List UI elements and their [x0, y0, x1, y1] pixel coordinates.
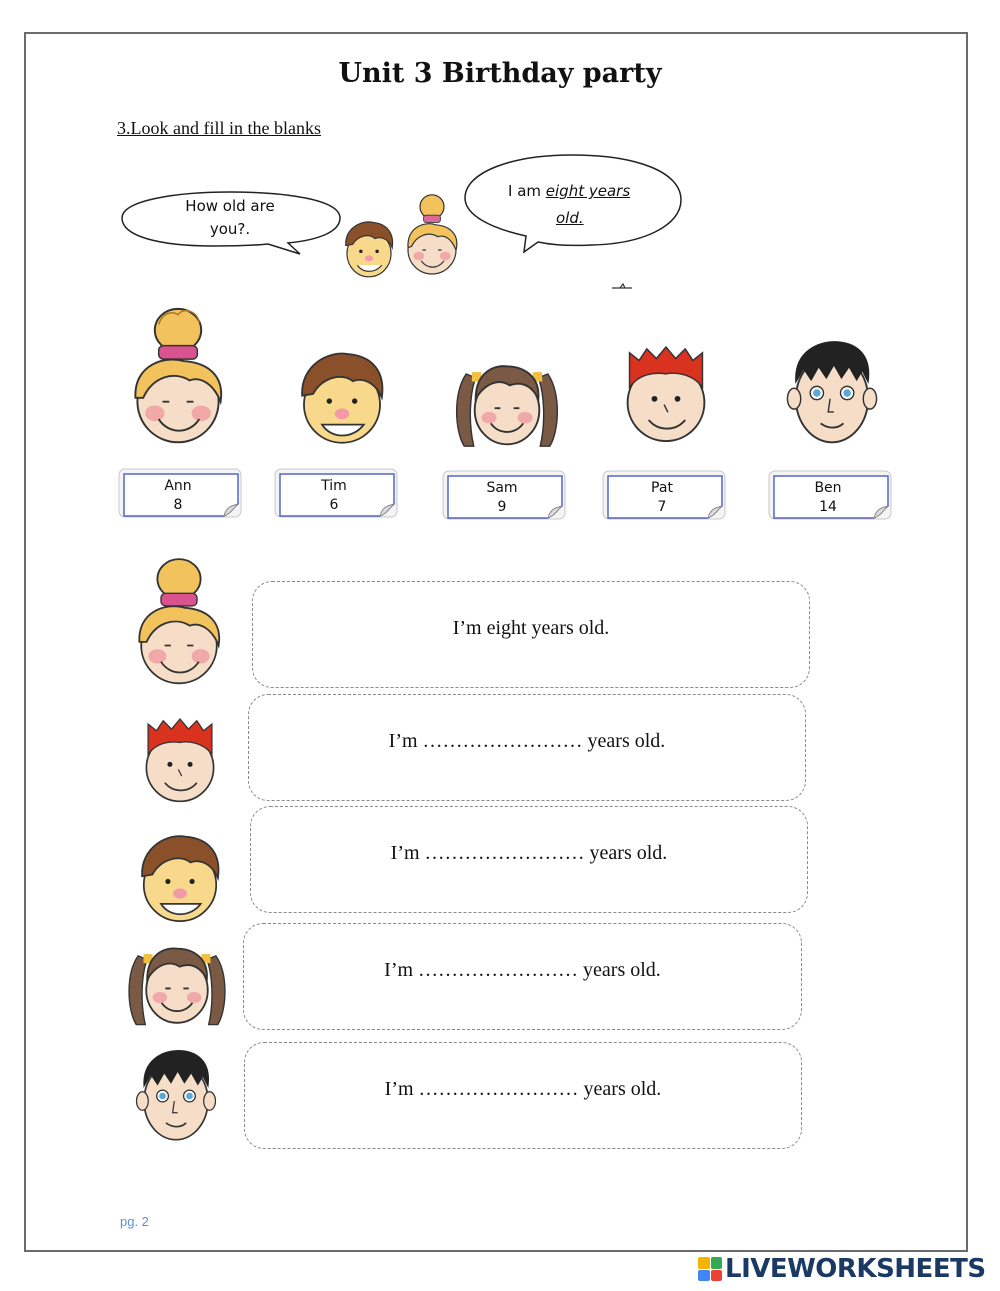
card-text — [602, 479, 722, 517]
answer-line-2: old. — [556, 209, 584, 227]
liveworksheets-brand — [698, 1254, 986, 1284]
answer-text-1: I’m eight years old. — [452, 617, 610, 639]
card-name: Sam — [486, 480, 518, 496]
answer-bubble-text — [508, 180, 648, 230]
card-age: 8 — [173, 497, 183, 513]
row-1-ann-face — [134, 548, 224, 698]
sam-face — [444, 355, 570, 450]
card-text — [274, 477, 394, 515]
question-line-1: How old are — [185, 197, 275, 215]
answer-box-1 — [252, 581, 810, 688]
row-3-tim-face — [134, 828, 226, 928]
card-name: Ann — [164, 478, 192, 494]
decorative-mark — [610, 283, 634, 291]
page-number: pg. 2 — [120, 1214, 149, 1229]
page-title: Unit 3 Birthday party — [338, 58, 662, 89]
card-age: 9 — [497, 499, 507, 515]
name-card-ann — [118, 468, 244, 516]
answer-box-3[interactable] — [250, 806, 808, 913]
card-name: Tim — [321, 478, 347, 494]
card-text — [442, 479, 562, 517]
instruction-text: 3.Look and fill in the blanks — [117, 118, 321, 138]
card-age: 14 — [819, 499, 837, 515]
tim-face — [292, 345, 392, 450]
card-age: 6 — [329, 497, 339, 513]
answer-text-5[interactable]: I’m …………………… years old. — [384, 1078, 662, 1100]
answer-text-4[interactable]: I’m …………………… years old. — [384, 959, 661, 981]
answer-line-1: eight years — [545, 182, 631, 200]
name-card-pat — [602, 470, 728, 518]
question-bubble-text — [150, 195, 310, 241]
answer-box-4[interactable] — [243, 923, 802, 1030]
answer-prefix: I am — [508, 182, 541, 200]
small-boy-face — [340, 215, 398, 283]
question-line-2: you?. — [209, 220, 251, 238]
answer-box-2[interactable] — [248, 694, 806, 801]
liveworksheets-logo-icon — [698, 1257, 722, 1281]
ben-face — [784, 338, 880, 448]
pat-face — [618, 345, 714, 445]
card-name: Ben — [814, 480, 842, 496]
small-girl-face — [402, 190, 462, 280]
answer-text-2[interactable]: I’m …………………… years old. — [388, 730, 666, 752]
row-2-pat-face — [138, 712, 222, 810]
card-text — [768, 479, 888, 517]
card-text — [118, 477, 238, 515]
brand-name: LIVEWORKSHEETS — [725, 1254, 986, 1284]
name-card-ben — [768, 470, 894, 518]
card-age: 7 — [657, 499, 667, 515]
row-5-ben-face — [134, 1040, 218, 1152]
name-card-tim — [274, 468, 400, 516]
row-4-sam-face — [120, 934, 234, 1032]
answer-box-5[interactable] — [244, 1042, 802, 1149]
ann-face — [128, 305, 228, 450]
answer-text-3[interactable]: I’m …………………… years old. — [390, 842, 668, 864]
card-name: Pat — [651, 480, 673, 496]
name-card-sam — [442, 470, 568, 518]
